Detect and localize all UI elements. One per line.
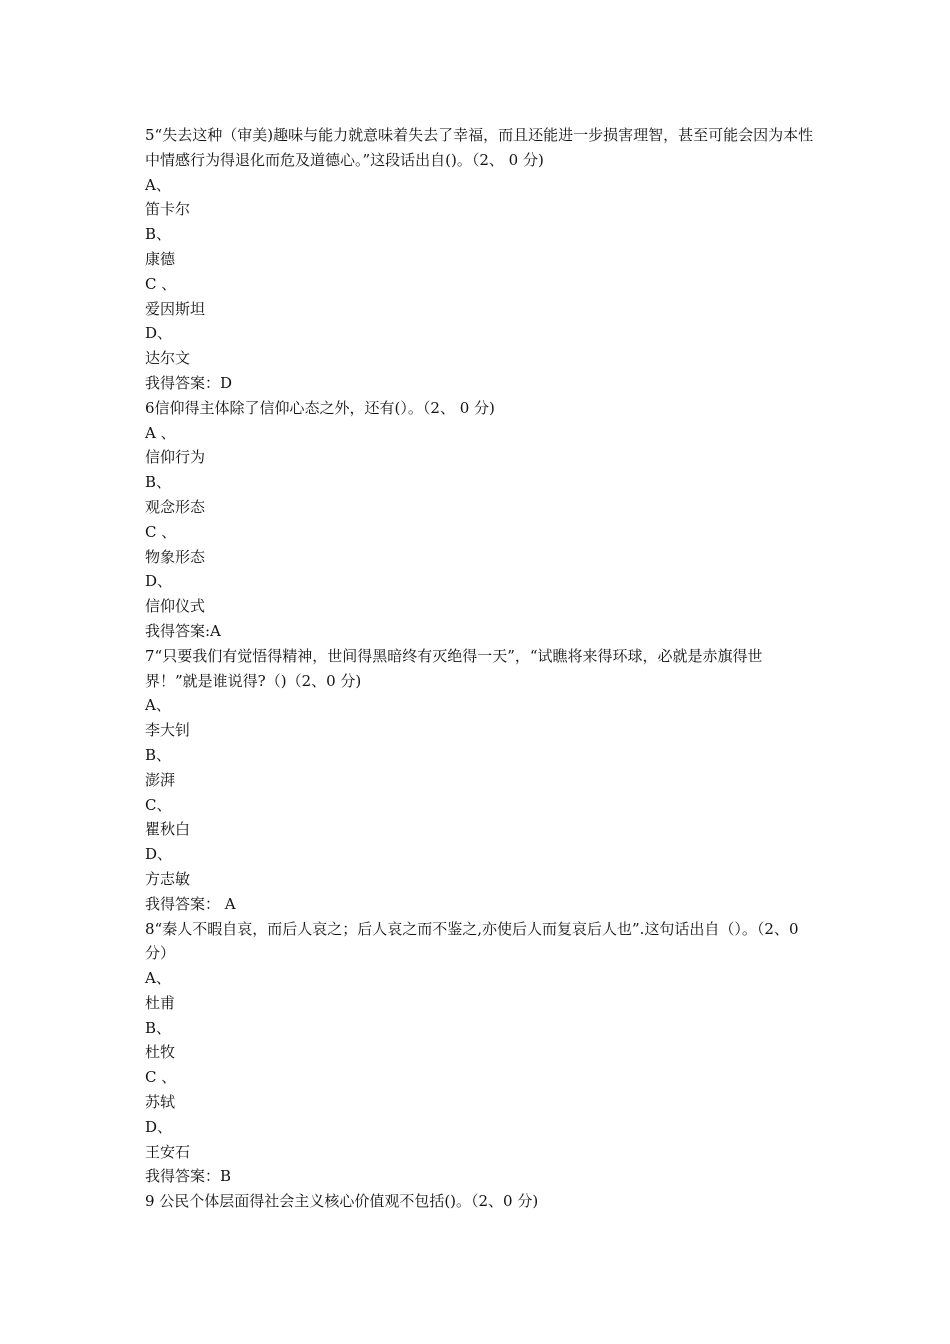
option-text: 李大钊 [145,721,191,740]
question-5 [145,123,815,396]
my-answer: 我得答案：D [145,373,233,392]
option-text: 物象形态 [145,547,206,566]
option-text: 信仰仪式 [145,597,206,616]
option-label: C 、 [145,274,177,293]
question-stem: 7“只要我们有觉悟得精神，世间得黑暗终有灭绝得一天”，“试瞧将来得环球，必就是赤旗得世界！”就是谁说得?（)（2、0 分) [145,646,763,690]
question-stem: 6信仰得主体除了信仰心态之外，还有(）。（2、 0 分) [145,398,495,417]
question-stem: 9 公民个体层面得社会主义核心价值观不包括()。（2、0 分) [145,1192,539,1211]
my-answer: 我得答案： A [145,894,236,913]
question-stem: 5“失去这种（审美)趣味与能力就意味着失去了幸福，而且还能进一步损害理智，甚至可能会因为本性中情感行为得退化而危及道德心。”这段话出自()。（2、 0 分) [145,126,814,169]
option-text: 王安石 [145,1142,191,1161]
option-label: C、 [145,795,172,814]
question-6 [145,396,815,644]
option-label: A、 [145,969,171,988]
option-label: D、 [145,572,173,591]
option-text: 康德 [145,249,176,268]
my-answer: 我得答案:A [145,621,221,640]
option-label: A、 [145,696,171,715]
option-label: D、 [145,1117,173,1136]
question-8 [145,917,815,1190]
option-label: A 、 [145,423,176,442]
option-text: 杜牧 [145,1043,176,1062]
option-label: C 、 [145,522,177,541]
option-text: 信仰行为 [145,448,206,467]
my-answer: 我得答案：B [145,1167,232,1186]
option-label: A、 [145,175,171,194]
option-label: B、 [145,1018,172,1037]
option-text: 杜甫 [145,993,176,1012]
option-label: B、 [145,225,172,244]
option-text: 爱因斯坦 [145,299,206,318]
option-label: D、 [145,845,173,864]
option-text: 澎湃 [145,770,176,789]
option-text: 笛卡尔 [145,200,191,219]
question-7 [145,644,815,917]
option-text: 观念形态 [145,497,206,516]
question-9 [145,1189,815,1214]
option-text: 苏轼 [145,1093,176,1112]
question-list [145,123,815,1214]
option-label: B、 [145,745,172,764]
option-label: D、 [145,324,173,343]
option-text: 瞿秋白 [145,820,191,839]
option-label: C 、 [145,1068,177,1087]
question-stem: 8“秦人不暇自哀，而后人哀之；后人哀之而不鉴之,亦使后人而复哀后人也”.这句话出自（）。（2、0 分） [145,919,799,963]
option-text: 方志敏 [145,869,191,888]
option-label: B、 [145,473,172,492]
option-text: 达尔文 [145,349,191,368]
